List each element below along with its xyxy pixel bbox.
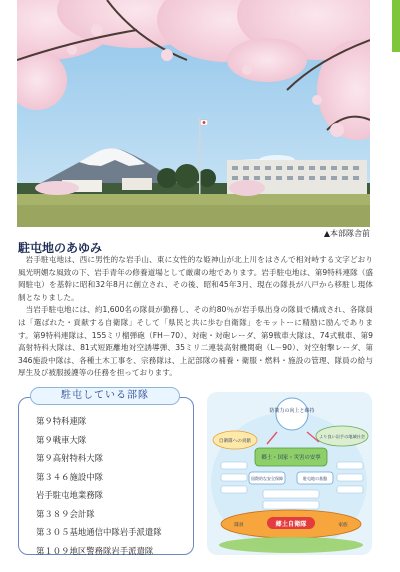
diagram-label-mid2: 駐屯地の基盤 <box>303 476 327 481</box>
units-header: 駐屯している部隊 <box>30 387 180 405</box>
unit-item: 第９戦車大隊 <box>36 434 87 445</box>
unit-item: 第１０９地区警務隊岩手派遣隊 <box>36 545 154 556</box>
diagram-label-mid1: 国際的な安全保障 <box>251 476 283 481</box>
diagram-label-right: より良い岩手の地域社会 <box>318 434 366 439</box>
unit-item: 第３４６施設中隊 <box>36 471 103 482</box>
units-panel <box>18 387 194 555</box>
diagram-label-bottom-left: 隊員 <box>234 523 244 528</box>
unit-item: 第３０５基地通信中隊岩手派遣隊 <box>36 527 162 537</box>
diagram-label-left: 自衛隊への貢献 <box>218 439 252 444</box>
section-title: 駐屯地のあゆみ <box>18 241 103 255</box>
history-paragraph-2: 当岩手駐屯地には、約1,600名の隊員が勤務し、その約80％が岩手県出身の隊員で構成され、各隊員は「選ばれた・貢献する自衛隊」そして「県民と共に歩む自衛隊」をモットーに精励に励んであります。第9特科連隊は、155ミリ榴弾砲（FH－70）、対砲・対砲レーダ、第9戦車大隊は、74式戦車、第9高射特科大隊は、81式短距離地対空誘導弾、35ミリ二連装高射機関砲（L－90）、対空射撃レーダ、第346施設中隊は、各種土木工事を、宗務隊は、上記部隊の補養・衛服・燃料・施設の管理、隊員の給与厚生及び被服援護等の任務を担っております。 <box>18 305 373 378</box>
units-list <box>36 412 162 560</box>
edge-tab <box>392 0 400 52</box>
camp-photo <box>17 0 370 227</box>
diagram-label-top: 防衛力の向上と維持 <box>269 408 315 414</box>
diagram-banner: 郷土自衛隊 <box>275 521 307 528</box>
history-body <box>18 254 373 380</box>
unit-item: 第９高射特科大隊 <box>36 453 103 463</box>
diagram-label-center: 郷土・国家・災害の安寧 <box>261 455 321 461</box>
camp-photo-illustration <box>17 0 370 227</box>
mission-diagram-graphic <box>207 392 372 555</box>
unit-item: 第３８９会計隊 <box>36 508 95 519</box>
photo-caption: ▲本部隊舎前 <box>323 229 370 238</box>
unit-item: 岩手駐屯地業務隊 <box>36 490 103 500</box>
history-paragraph-1: 岩手駐屯地は、西に男性的な岩手山、東に女性的な姫神山が北上川をはさんで相対峙する文字どおり風光明媚な風致の下、岩手青年の修養道場として厳粛の地であります。岩手駐屯地は、第9特科連隊（盛岡駐屯）を基幹に昭和32年8月に創立され、その後、昭和45年3月、現在の隊長が八戸から移駐し現体制となりました。 <box>18 255 373 302</box>
mission-diagram <box>207 392 372 555</box>
unit-item: 第９特科連隊 <box>36 416 87 426</box>
diagram-label-bottom-right: 家族 <box>338 523 348 528</box>
